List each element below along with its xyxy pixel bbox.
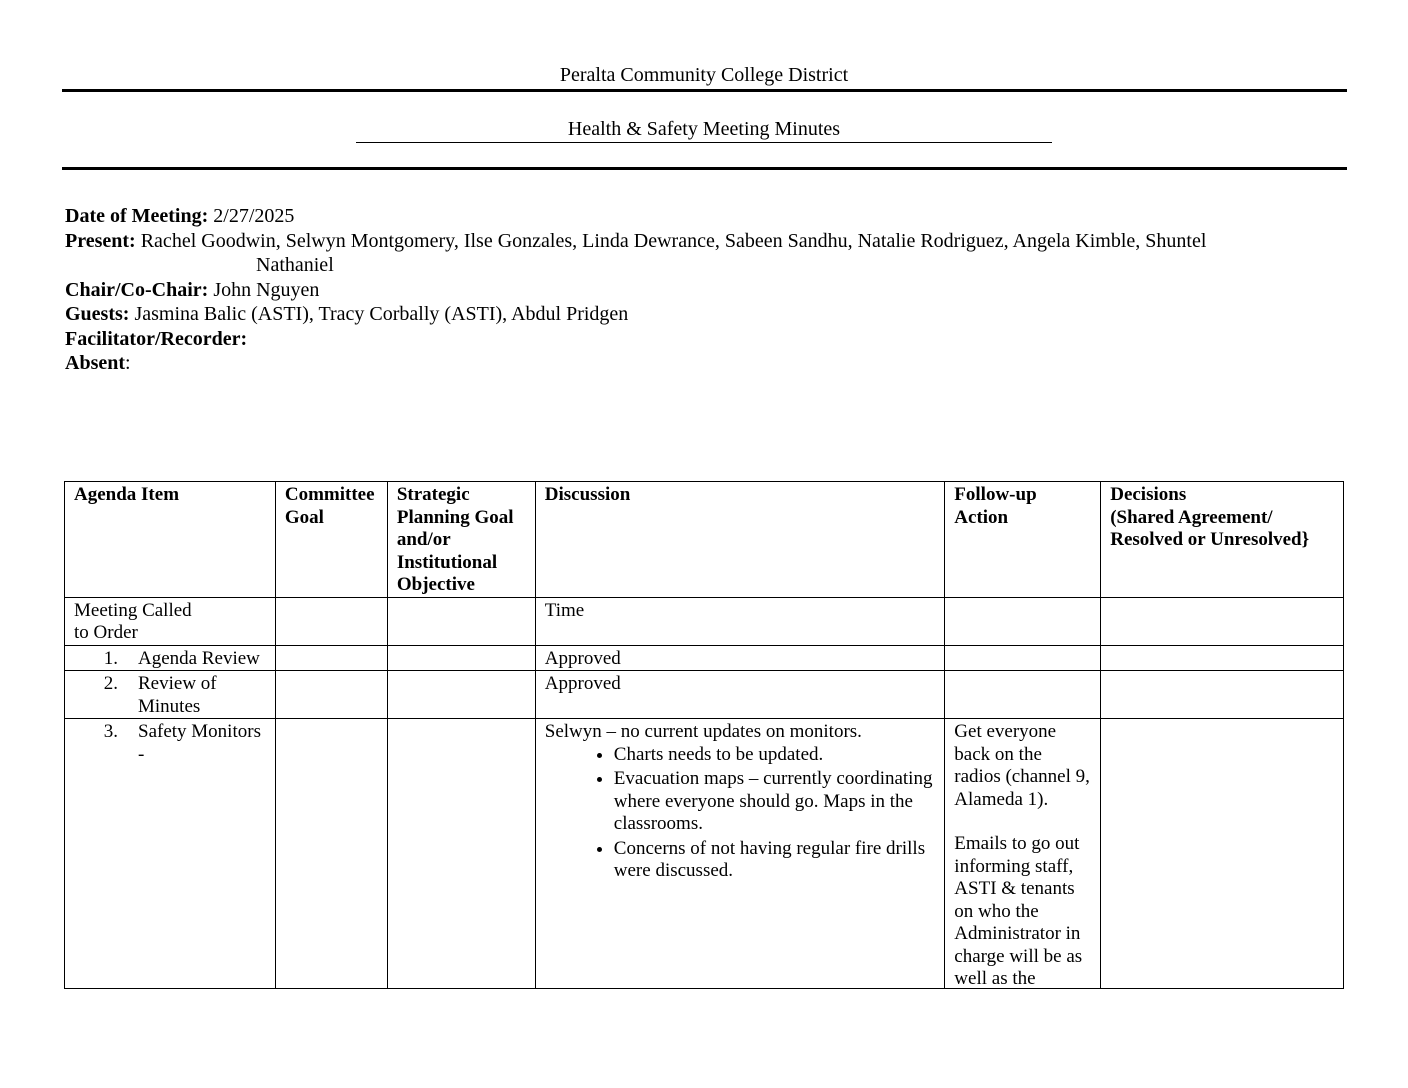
present-value: Rachel Goodwin, Selwyn Montgomery, Ilse Gonzales, Linda Dewrance, Sabeen Sandhu, Natalie Rodriguez, Angela Kimble, Shuntel bbox=[140, 229, 1207, 252]
meeting-info bbox=[65, 204, 1345, 376]
committee-goal-cell bbox=[275, 719, 387, 989]
chair-row bbox=[65, 278, 1345, 303]
discussion-cell bbox=[535, 719, 945, 989]
header-committee-goal: Committee Goal bbox=[275, 482, 387, 598]
decisions-cell bbox=[1101, 597, 1344, 645]
present-row bbox=[65, 229, 1345, 254]
committee-goal-cell bbox=[275, 597, 387, 645]
facilitator-label: Facilitator/Recorder: bbox=[65, 327, 248, 350]
strategic-goal-cell bbox=[387, 597, 535, 645]
header-followup: Follow-up Action bbox=[945, 482, 1101, 598]
organization-name: Peralta Community College District bbox=[559, 64, 849, 86]
chair-value: John Nguyen bbox=[213, 278, 320, 301]
table-row bbox=[65, 597, 1344, 645]
followup-text-2: Emails to go out informing staff, ASTI & tenants on who the Administrator in charge will be as well as the bbox=[954, 833, 1083, 987]
followup-cell bbox=[945, 645, 1101, 671]
committee-goal-cell bbox=[275, 671, 387, 719]
discussion-cell: Approved bbox=[535, 645, 945, 671]
facilitator-row bbox=[65, 327, 1345, 352]
document-title: Health & Safety Meeting Minutes bbox=[356, 117, 1052, 143]
absent-colon: : bbox=[125, 352, 131, 374]
list-item: • Evacuation maps – currently coordinating where everyone should go. Maps in the classrooms. bbox=[614, 768, 936, 838]
discussion-bullet-list bbox=[545, 744, 936, 885]
header-bottom-rule bbox=[62, 167, 1347, 170]
header-discussion: Discussion bbox=[535, 482, 945, 598]
date-value: 2/27/2025 bbox=[213, 205, 295, 227]
discussion-cell: Time bbox=[535, 597, 945, 645]
list-item: • Charts needs to be updated. bbox=[614, 744, 936, 769]
present-continued: Nathaniel bbox=[256, 254, 334, 276]
header-strategic-goal: Strategic Planning Goal and/or Institutional Objective bbox=[387, 482, 535, 598]
header-agenda-item: Agenda Item bbox=[65, 482, 276, 598]
agenda-item-cell: 3. Safety Monitors - bbox=[65, 719, 276, 989]
absent-label: Absent bbox=[65, 352, 126, 374]
agenda-item-cell: 2. Review of Minutes bbox=[65, 671, 276, 719]
decisions-cell bbox=[1101, 719, 1344, 989]
table-header-row bbox=[65, 482, 1344, 598]
date-row bbox=[65, 204, 1345, 229]
followup-cell bbox=[945, 671, 1101, 719]
list-item: • Concerns of not having regular fire drills were discussed. bbox=[614, 838, 936, 885]
decisions-cell bbox=[1101, 645, 1344, 671]
top-rule bbox=[62, 89, 1347, 92]
followup-cell bbox=[945, 719, 1101, 989]
agenda-item-cell: 1. Agenda Review bbox=[65, 645, 276, 671]
guests-row bbox=[65, 302, 1345, 327]
agenda-item-cell: Meeting Called to Order bbox=[65, 597, 276, 645]
guests-label: Guests: bbox=[65, 303, 130, 325]
chair-label: Chair/Co-Chair: bbox=[65, 278, 209, 301]
absent-row bbox=[65, 351, 1345, 376]
strategic-goal-cell bbox=[387, 671, 535, 719]
header-decisions: Decisions (Shared Agreement/ Resolved or Unresolved} bbox=[1101, 482, 1344, 598]
discussion-cell: Approved bbox=[535, 671, 945, 719]
decisions-cell bbox=[1101, 671, 1344, 719]
strategic-goal-cell bbox=[387, 719, 535, 989]
table-row bbox=[65, 671, 1344, 719]
followup-cell bbox=[945, 597, 1101, 645]
agenda-table bbox=[64, 481, 1344, 989]
table-row bbox=[65, 719, 1344, 989]
date-label: Date of Meeting: bbox=[65, 205, 209, 227]
followup-text-1: Get everyone back on the radios (channel 9, Alameda 1). bbox=[954, 721, 1090, 810]
present-label: Present: bbox=[65, 229, 136, 252]
table-row bbox=[65, 645, 1344, 671]
committee-goal-cell bbox=[275, 645, 387, 671]
discussion-intro: Selwyn – no current updates on monitors. bbox=[544, 721, 862, 742]
guests-value: Jasmina Balic (ASTI), Tracy Corbally (ASTI), Abdul Pridgen bbox=[134, 303, 629, 325]
strategic-goal-cell bbox=[387, 645, 535, 671]
